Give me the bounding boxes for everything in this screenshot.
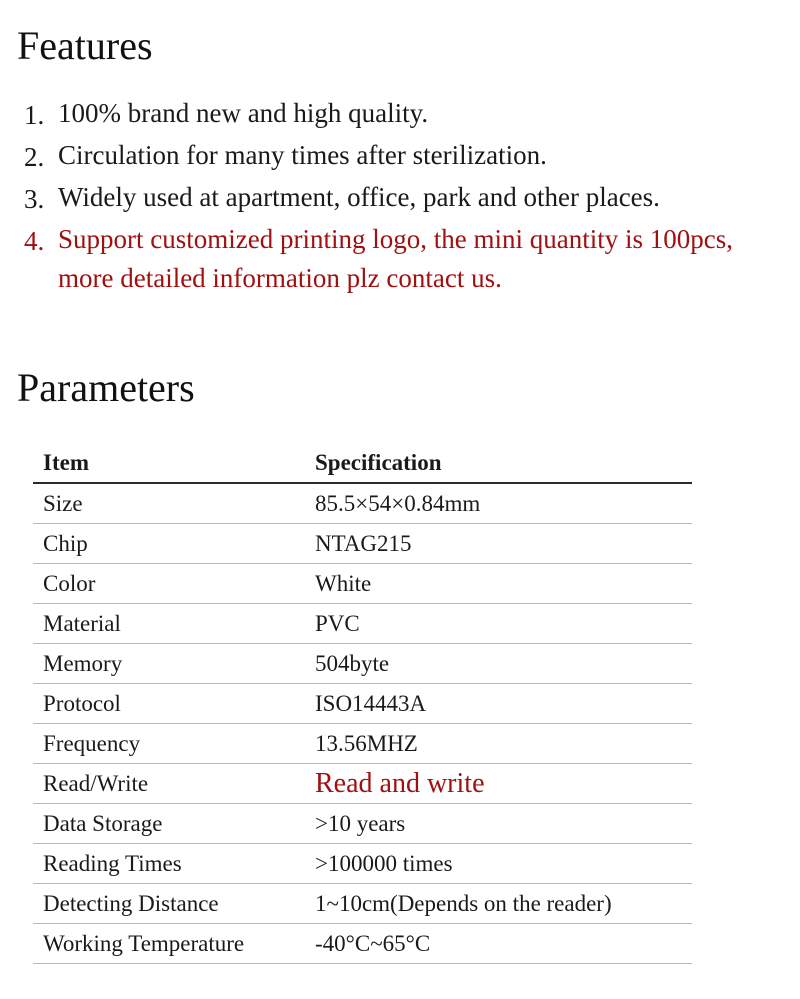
spec-cell: PVC [305,604,692,644]
feature-item-highlight [0,220,800,298]
table-row [33,564,692,604]
column-header-specification: Specification [305,444,692,483]
item-cell: Read/Write [33,764,305,804]
item-cell: Working Temperature [33,924,305,964]
table-row [33,604,692,644]
table-row [33,724,692,764]
table-row [33,644,692,684]
spec-cell: 504byte [305,644,692,684]
item-cell: Color [33,564,305,604]
feature-list [0,94,800,301]
feature-text: 100% brand new and high quality. [58,98,429,128]
table-row [33,804,692,844]
spec-cell: 85.5×54×0.84mm [305,483,692,524]
feature-item [0,94,800,133]
spec-cell: >10 years [305,804,692,844]
feature-item [0,136,800,175]
table-row [33,844,692,884]
column-header-item: Item [33,444,305,483]
features-heading: Features [17,23,153,68]
item-cell: Reading Times [33,844,305,884]
spec-cell: NTAG215 [305,524,692,564]
item-cell: Memory [33,644,305,684]
feature-item [0,178,800,217]
parameters-table [33,444,692,964]
feature-number: 4. [24,226,45,256]
table-row [33,684,692,724]
feature-text: Circulation for many times after sterilization. [58,140,547,170]
spec-cell: -40°C~65°C [305,924,692,964]
spec-cell: White [305,564,692,604]
feature-number: 3. [24,184,45,214]
table-row [33,764,692,804]
spec-cell: 13.56MHZ [305,724,692,764]
spec-cell-highlight: Read and write [305,764,692,804]
item-cell: Detecting Distance [33,884,305,924]
spec-cell: 1~10cm(Depends on the reader) [305,884,692,924]
table-row [33,924,692,964]
table-row [33,483,692,524]
item-cell: Frequency [33,724,305,764]
feature-text: Support customized printing logo, the mini quantity is 100pcs, more detailed information plz contact us. [58,224,733,293]
parameters-heading: Parameters [17,365,195,410]
table-row [33,524,692,564]
item-cell: Chip [33,524,305,564]
item-cell: Size [33,483,305,524]
table-header-row [33,444,692,483]
item-cell: Data Storage [33,804,305,844]
item-cell: Material [33,604,305,644]
feature-number: 2. [24,142,45,172]
item-cell: Protocol [33,684,305,724]
feature-number: 1. [24,100,45,130]
spec-cell: >100000 times [305,844,692,884]
feature-text: Widely used at apartment, office, park and other places. [58,182,660,212]
table-row [33,884,692,924]
spec-cell: ISO14443A [305,684,692,724]
